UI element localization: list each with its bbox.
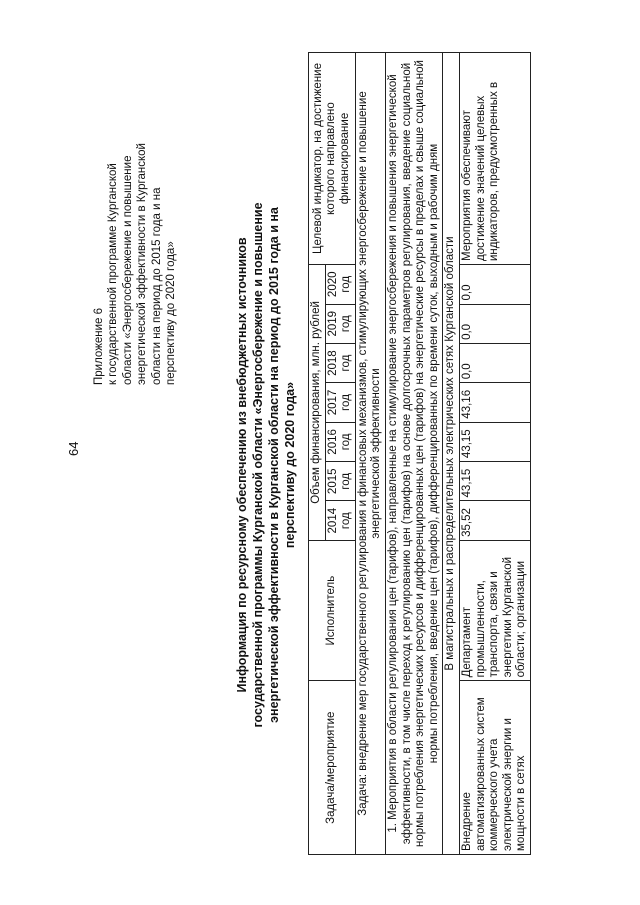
header-year: 2020 год [325, 265, 355, 305]
header-year: 2017 год [325, 383, 355, 422]
page-number: 64 [66, 441, 81, 456]
appendix-line: области на период до 2015 года и на [150, 187, 163, 385]
row-value-2018: 0,0 [459, 343, 530, 382]
appendix-line: перспективу до 2020 года» [165, 241, 178, 385]
document-title: Информация по ресурсному обеспечению из внебюджетных источников государственной программы Курганской области «Энергосбережение и повышение энергетической эффективности в Курганской области на период до 2015 года и на перспективу до 2020 года» [235, 202, 297, 728]
row-task: Внедрение автоматизированных систем коммерческого учета электрической энергии и мощности в сетях [459, 681, 530, 855]
row-value-2019: 0,0 [459, 304, 530, 343]
row-executor: Департамент промышленности, транспорта, связи и энергетики Курганской области; организации [459, 540, 530, 681]
table-row [459, 53, 530, 855]
measure-cell: 1. Мероприятия в области регулирования цен (тарифов), направленные на стимулирование энергосбережения и повышения энергетической эффективности, в том числе переход к регулированию цен (тарифов) на основе долгосрочных параметров регулирования, введение социальной нормы потребления энергетических ресурсов и дифференцированных цен (тарифов) на энергетические ресурсы в пределах и свыше социальной нормы потребления, введение цен (тарифов), дифференцированных по времени суток, выходным и рабочим дням [385, 53, 442, 855]
section-row [443, 53, 460, 855]
row-value-2020: 0,0 [459, 265, 530, 305]
appendix-line: к государственной программе Курганской [107, 163, 120, 385]
appendix-line: Приложение 6 [93, 307, 105, 385]
header-year: 2015 год [325, 462, 355, 501]
appendix-line: области «Энергосбережение и повышение [121, 155, 134, 385]
row-value-2017: 43,16 [459, 383, 530, 422]
row-value-2016: 43,15 [459, 422, 530, 461]
section-cell: В магистральных и распределительных электрических сетях Курганской области [443, 53, 460, 855]
row-value-2015: 43,15 [459, 462, 530, 501]
header-year: 2014 год [325, 501, 355, 540]
appendix-note [92, 85, 178, 385]
task-row [355, 53, 385, 855]
header-target: Целевой индикатор, на достижение которого направлено финансирование [309, 53, 356, 265]
task-cell: Задача: внедрение мер государственного регулирования и финансовых механизмов, стимулирующих энергосбережение и повышение энергетической эффективности [355, 53, 385, 855]
header-year: 2018 год [325, 343, 355, 382]
header-row [309, 53, 326, 855]
header-executor: Исполнитель [309, 540, 356, 681]
header-year: 2019 год [325, 304, 355, 343]
appendix-line: энергетической эффективности в Курганской [136, 143, 149, 385]
measure-row [385, 53, 442, 855]
header-year: 2016 год [325, 422, 355, 461]
row-value-2014: 35,52 [459, 501, 530, 540]
row-target: Мероприятия обеспечивают достижение значений целевых индикаторов, предусмотренных в [459, 53, 530, 265]
header-task: Задача/мероприятие [309, 681, 356, 855]
resource-table [308, 52, 531, 855]
header-funding: Объем финансирования, млн. рублей [309, 265, 326, 541]
